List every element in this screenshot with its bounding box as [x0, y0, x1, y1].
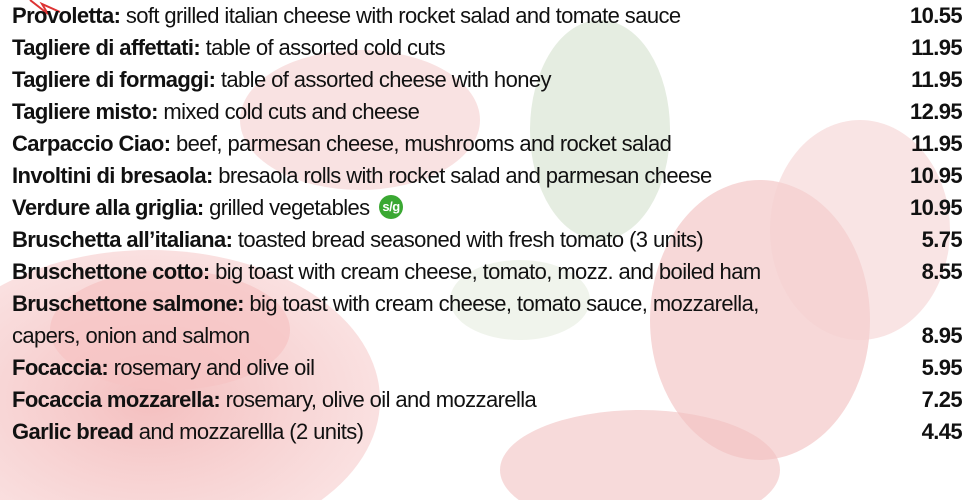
menu-item	[12, 256, 962, 288]
menu-item-name: Carpaccio Ciao:	[12, 131, 171, 156]
menu-item-price: 12.95	[909, 99, 962, 124]
menu-item-name: Tagliere misto:	[12, 99, 158, 124]
menu-item-description: rosemary and olive oil	[108, 355, 315, 380]
menu-item	[12, 160, 962, 192]
menu-item-price: 11.95	[911, 131, 962, 156]
menu-item-description: big toast with cream cheese, tomato sauce, mozzarella,	[243, 291, 759, 316]
menu-item-price: 10.55	[909, 3, 962, 28]
menu-item-name: Involtini di bresaola:	[12, 163, 213, 188]
menu-item-price: 8.95	[921, 323, 962, 348]
menu-item-name: Focaccia mozzarella:	[12, 387, 221, 412]
menu-item-name: Bruschettone salmone:	[12, 291, 244, 316]
menu-item-name: Garlic bread	[12, 419, 134, 444]
menu-item-line-2: capers, onion and salmon	[12, 323, 250, 348]
menu-item-description: soft grilled italian cheese with rocket salad and tomate sauce	[120, 3, 681, 28]
menu-item-name: Tagliere di formaggi:	[12, 67, 216, 92]
menu-item	[12, 32, 962, 64]
menu-item-description: mixed cold cuts and cheese	[157, 99, 420, 124]
menu-item	[12, 128, 962, 160]
menu-item	[12, 192, 962, 224]
menu-item	[12, 288, 962, 352]
menu-item-price: 10.95	[909, 163, 962, 188]
menu-item-price: 5.95	[921, 355, 962, 380]
menu-item-price: 10.95	[909, 195, 962, 220]
menu-item	[12, 0, 962, 32]
menu-item-description: big toast with cream cheese, tomato, mozz. and boiled ham	[209, 259, 761, 284]
menu-item	[12, 96, 962, 128]
menu-item-name: Verdure alla griglia:	[12, 195, 204, 220]
menu-item-price: 11.95	[911, 67, 962, 92]
menu-item-description: table of assorted cold cuts	[200, 35, 445, 60]
menu-item-description: toasted bread seasoned with fresh tomato (3 units)	[232, 227, 704, 252]
menu-item	[12, 352, 962, 384]
menu-item-name: Bruschetta all’italiana:	[12, 227, 233, 252]
menu-item-name: Tagliere di affettati:	[12, 35, 201, 60]
menu-item-name: Bruschettone cotto:	[12, 259, 210, 284]
menu-item-price: 11.95	[911, 35, 962, 60]
menu-item	[12, 384, 962, 416]
menu-item-description: and mozzarellla (2 units)	[133, 419, 364, 444]
menu-item-name: Provoletta:	[12, 3, 121, 28]
menu-item-price: 8.55	[921, 259, 962, 284]
starters-menu-list	[12, 0, 962, 448]
menu-item-description: table of assorted cheese with honey	[215, 67, 551, 92]
menu-item-description: beef, parmesan cheese, mushrooms and rocket salad	[170, 131, 672, 156]
menu-item	[12, 224, 962, 256]
gluten-free-badge-icon: s/g	[379, 195, 403, 219]
menu-item-name: Focaccia:	[12, 355, 109, 380]
menu-item-description: grilled vegetables	[203, 195, 370, 220]
menu-item	[12, 416, 962, 448]
menu-item-price: 7.25	[921, 387, 962, 412]
menu-item-description: rosemary, olive oil and mozzarella	[220, 387, 537, 412]
menu-item-price: 4.45	[921, 419, 962, 444]
menu-item-description: bresaola rolls with rocket salad and parmesan cheese	[212, 163, 712, 188]
menu-item-line-1	[12, 288, 962, 320]
menu-item-price: 5.75	[921, 227, 962, 252]
menu-item	[12, 64, 962, 96]
